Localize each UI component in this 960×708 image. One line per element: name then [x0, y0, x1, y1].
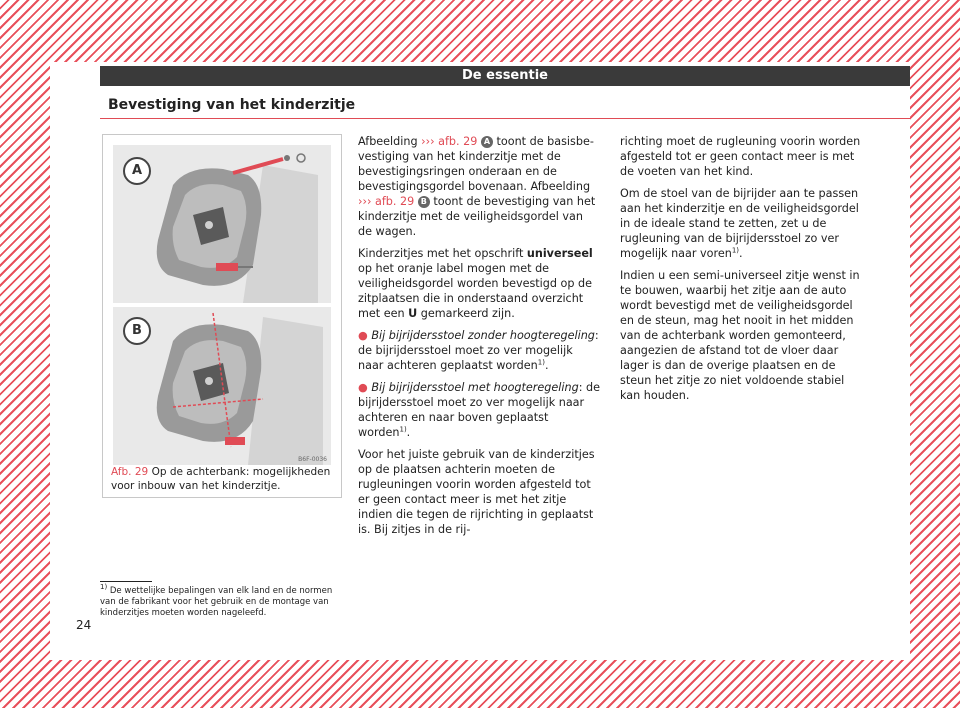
- figure-label-b: B: [123, 317, 151, 345]
- text-span: .: [544, 359, 549, 372]
- text-span: toont de basisbevestiging van het kinderzitje met de bevestigingsringen onderaan en de bevestigingsgordel bovenaan. Afbeelding: [358, 135, 594, 193]
- bullet-icon: ●: [358, 381, 368, 394]
- footnote-ref: 1): [399, 425, 407, 434]
- footnote-ref: 1): [537, 358, 545, 367]
- figure-link-b[interactable]: ››› afb. 29: [358, 195, 415, 208]
- chapter-header: De essentie: [100, 66, 910, 86]
- text-span: toont de bevestiging van het kinderzitje met de veiligheidsgordel van de wagen.: [358, 195, 596, 238]
- text-column-1: [358, 134, 600, 544]
- paragraph-semi-universal: Indien u een semi-universeel zitje wenst in te bouwen, waarbij het zitje aan de auto wordt bevestigd met de veiligheidsgordel en de steun, mag het nooit in het midden van de achterbank worden gemonteerd, aangezien de afstand tot de vloer daar lager is dan de overige plaatsen en de steun het zitje zo niet voldoende stabiel kan houden.: [620, 269, 860, 402]
- footnote-ref: 1): [731, 246, 740, 255]
- paragraph-passenger-seat: [620, 186, 862, 261]
- text-span: Afbeelding: [358, 135, 422, 148]
- figure-29: [102, 134, 342, 498]
- page-number: 24: [76, 618, 92, 632]
- callout-a: A: [481, 136, 493, 148]
- bullet-icon: ●: [358, 329, 368, 342]
- text-span: : de bijrijdersstoel moet zo ver mogelijk naar achteren geplaatst worden: [358, 329, 599, 372]
- text-span: .: [739, 247, 743, 260]
- footnote-text: De wettelijke bepalingen van elk land en de normen van de fabrikant voor het gebruik en de montage van kinderzitjes moeten worden nageleefd.: [100, 586, 333, 618]
- bold-universeel: universeel: [526, 247, 593, 260]
- bold-u: U: [408, 307, 418, 320]
- callout-b: B: [418, 196, 430, 208]
- figure-panel-a: [113, 145, 331, 303]
- page: [50, 62, 910, 660]
- figure-caption: [111, 465, 333, 493]
- text-column-2: [620, 134, 862, 410]
- paragraph-intro: [358, 134, 600, 239]
- text-span: op het oranje label mogen met de veiligheidsgordel worden bevestigd op de zitplaatsen die in onderstaand overzicht met een: [358, 262, 593, 320]
- figure-label-a: A: [123, 157, 151, 185]
- paragraph-rear-seats: Voor het juiste gebruik van de kinderzitjes op de plaatsen achterin moeten de rugleuningen voorin worden afgesteld tot er geen contact meer is met het zitje indien die tegen de rijrichting in geplaatst is. Bij zitjes in de rij-: [358, 448, 595, 536]
- figure-caption-ref: Afb. 29: [111, 466, 149, 478]
- figure-link-a[interactable]: ››› afb. 29: [421, 135, 478, 148]
- italic-term: Bij bijrijdersstoel met hoogteregeling: [371, 381, 579, 394]
- bullet-item-no-height: [358, 328, 600, 373]
- title-rule: [100, 118, 910, 119]
- section-title: Bevestiging van het kinderzitje: [108, 97, 356, 113]
- text-span: Om de stoel van de bijrijder aan te passen aan het kinderzitje en de veiligheidsgordel in de ideale stand te zetten, zet u de rugleuning van de bijrijdersstoel zo ver mogelijk naar voren: [620, 187, 859, 260]
- figure-caption-text: Op de achterbank: mogelijkheden voor inbouw van het kinderzitje.: [111, 466, 331, 492]
- footnote: [100, 583, 340, 619]
- italic-term: Bij bijrijdersstoel zonder hoogteregeling: [371, 329, 595, 342]
- text-span: gemarkeerd zijn.: [417, 307, 515, 320]
- bullet-item-height: [358, 380, 600, 440]
- figure-code: B6F-0036: [298, 456, 327, 463]
- paragraph-continued: richting moet de rugleuning voorin worden afgesteld tot er geen contact meer is met de voeten van het kind.: [620, 135, 861, 178]
- text-span: Kinderzitjes met het opschrift: [358, 247, 527, 260]
- figure-panel-b: [113, 307, 331, 465]
- footnote-rule: [100, 581, 152, 582]
- footnote-mark: 1): [100, 583, 108, 592]
- text-span: .: [406, 426, 411, 439]
- text-span: : de bijrijdersstoel moet zo ver mogelijk naar achteren en naar boven geplaatst worden: [358, 381, 600, 439]
- paragraph-universal: [358, 246, 600, 321]
